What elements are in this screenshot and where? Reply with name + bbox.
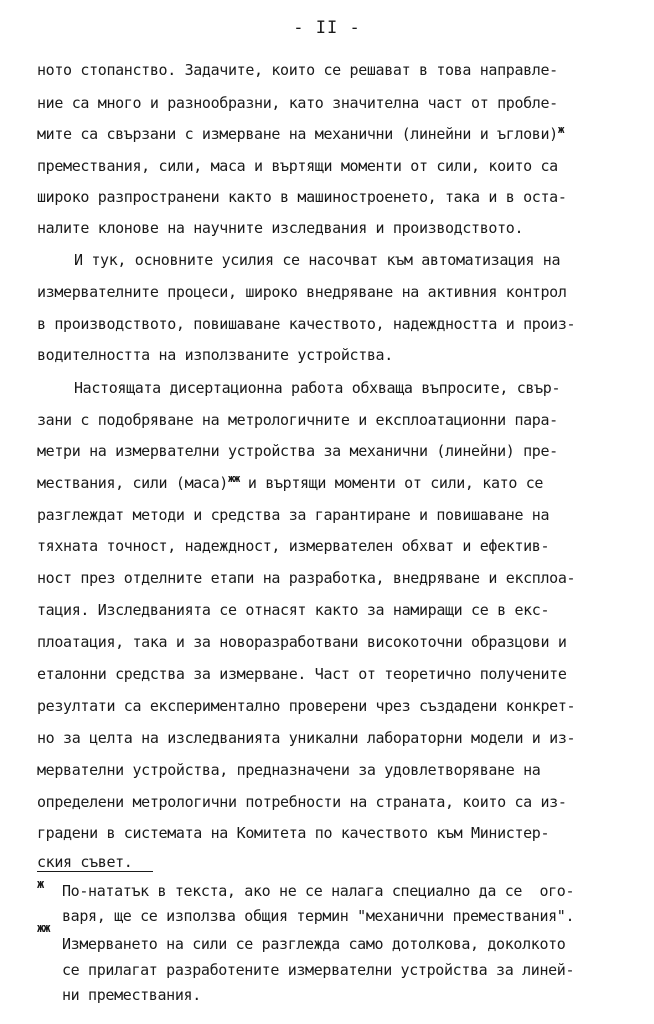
footnote-line: ни премествания.: [62, 986, 201, 1004]
text-line: премествания, сили, маса и въртящи моменти от сили, които са: [37, 157, 558, 175]
text-line: зани с подобряване на метрологичните и експлоатационни пара-: [37, 411, 558, 429]
text-line: [37, 125, 563, 143]
text-line: налите клонове на научните изследвания и производството.: [37, 219, 524, 237]
text-line: ност през отделните етапи на разработка, внедряване и експлоа-: [37, 569, 576, 587]
paragraph-first-line: Настоящата дисертационна работа обхваща въпросите, свър-: [74, 379, 561, 397]
text-line: широко разпространени както в машиностроенето, така и в оста-: [37, 188, 567, 206]
text-line: ския съвет.: [37, 853, 133, 871]
text-fragment: мествания, сили (маса): [37, 474, 228, 492]
text-line: еталонни средства за измерване. Част от теоретично получените: [37, 665, 567, 683]
footnote-line: Измерването на сили се разглежда само дотолкова, доколкото: [62, 935, 566, 953]
text-line: плоатация, така и за новоразработвани високоточни образцови и: [37, 633, 567, 651]
text-line: измервателните процеси, широко внедряване на активния контрол: [37, 283, 567, 301]
text-line: ното стопанство. Задачите, които се решават в това направле-: [37, 61, 558, 79]
footnote-line: По-нататък в текста, ако не се налага специално да се ого-: [62, 882, 575, 900]
text-line: тяхната точност, надеждност, измервателен обхват и ефектив-: [37, 537, 550, 555]
text-line: тация. Изследванията се отнасят както за намиращи се в екс-: [37, 601, 550, 619]
text-line: резултати са експериментално проверени чрез създадени конкрет-: [37, 697, 576, 715]
footnote-mark-double: жж: [37, 921, 50, 935]
footnote-mark-single: ж: [557, 123, 564, 136]
text-fragment: и въртящи моменти от сили, като се: [239, 474, 544, 492]
page-number: - II -: [293, 18, 361, 38]
footnote-line: се прилагат разработените измервателни устройства за линей-: [62, 961, 575, 979]
footnote-line: варя, ще се използва общия термин "механични премествания".: [62, 907, 575, 925]
text-line: [37, 474, 543, 492]
text-line: мервателни устройства, предназначени за удовлетворяване на: [37, 761, 541, 779]
text-line: ние са много и разнообразни, като значителна част от пробле-: [37, 94, 558, 112]
footnote-mark-double: жж: [227, 472, 240, 485]
text-line: метри на измервателни устройства за механични (линейни) пре-: [37, 442, 558, 460]
footnote-separator: [37, 871, 153, 872]
text-line: но за целта на изследванията уникални лабораторни модели и из-: [37, 729, 576, 747]
text-line: в производството, повишаване качеството, надеждността и произ-: [37, 315, 576, 333]
footnote-mark-single: ж: [37, 877, 44, 891]
text-line: разглеждат методи и средства за гарантиране и повишаване на: [37, 506, 550, 524]
text-line: водителността на използваните устройства.: [37, 346, 393, 364]
text-line: градени в системата на Комитета по качеството към Министер-: [37, 824, 550, 842]
paragraph-first-line: И тук, основните усилия се насочват към автоматизация на: [74, 251, 561, 269]
text-fragment: мите са свързани с измерване на механични (линейни и ъглови): [37, 125, 558, 143]
text-line: определени метрологични потребности на страната, които са из-: [37, 793, 567, 811]
